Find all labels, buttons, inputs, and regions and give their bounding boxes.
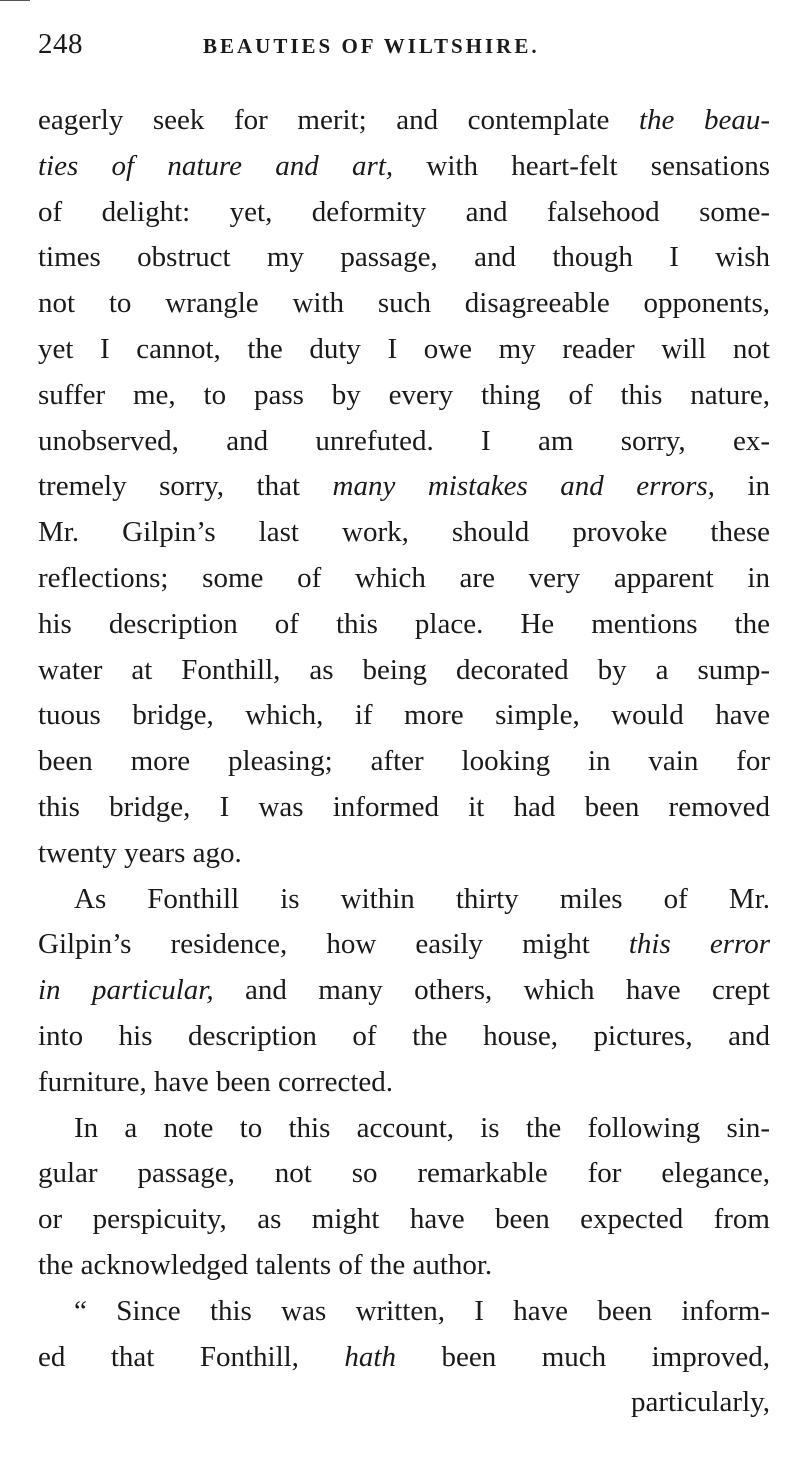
book-page (38, 28, 770, 1426)
text-line: gular passage, not so remarkable for elegance, (38, 1157, 770, 1190)
page-corner-rule (0, 0, 30, 1)
text-line: tremely sorry, that many mistakes and errors, in (38, 470, 770, 503)
page-number: 248 (38, 28, 83, 60)
text-line: yet I cannot, the duty I owe my reader will not (38, 332, 770, 365)
text-line: As Fonthill is within thirty miles of Mr. (74, 882, 770, 915)
text-line: suffer me, to pass by every thing of this nature, (38, 378, 770, 411)
text-line: in particular, and many others, which have crept (38, 974, 770, 1007)
text-line: Gilpin’s residence, how easily might this error (38, 928, 770, 961)
text-line: In a note to this account, is the following sin- (74, 1111, 770, 1144)
text-line: ties of nature and art, with heart-felt sensations (38, 149, 771, 182)
text-line: reflections; some of which are very apparent in (38, 561, 770, 594)
text-line: furniture, have been corrected. (38, 1065, 394, 1098)
text-line: of delight: yet, deformity and falsehood some- (38, 195, 770, 228)
text-line: not to wrangle with such disagreeable opponents, (38, 287, 770, 320)
text-line: or perspicuity, as might have been expected from (38, 1203, 770, 1236)
text-line: unobserved, and unrefuted. I am sorry, ex- (38, 424, 770, 457)
text-line: into his description of the house, pictures, and (38, 1019, 770, 1052)
text-line: tuous bridge, which, if more simple, would have (38, 699, 770, 732)
text-line: ed that Fonthill, hath been much improved, (38, 1340, 770, 1373)
text-line: “ Since this was written, I have been inform- (74, 1294, 770, 1327)
paragraph (38, 1289, 770, 1426)
catchword: particularly, (630, 1386, 770, 1419)
paragraph (38, 98, 770, 877)
running-title: BEAUTIES OF WILTSHIRE. (203, 34, 540, 58)
text-line: water at Fonthill, as being decorated by a sump- (38, 653, 770, 686)
paragraph (38, 1106, 770, 1289)
text-line: his description of this place. He mentions the (38, 607, 770, 640)
body-text (38, 98, 770, 1426)
text-line: been more pleasing; after looking in vain for (38, 745, 770, 778)
text-line: Mr. Gilpin’s last work, should provoke these (38, 516, 770, 549)
running-head (38, 28, 770, 76)
text-line: times obstruct my passage, and though I wish (38, 241, 770, 274)
text-line: this bridge, I was informed it had been removed (38, 790, 770, 823)
text-line: eagerly seek for merit; and contemplate the beau- (38, 104, 770, 136)
text-line: the acknowledged talents of the author. (38, 1248, 493, 1281)
text-line: twenty years ago. (38, 836, 242, 869)
paragraph (38, 877, 770, 1106)
